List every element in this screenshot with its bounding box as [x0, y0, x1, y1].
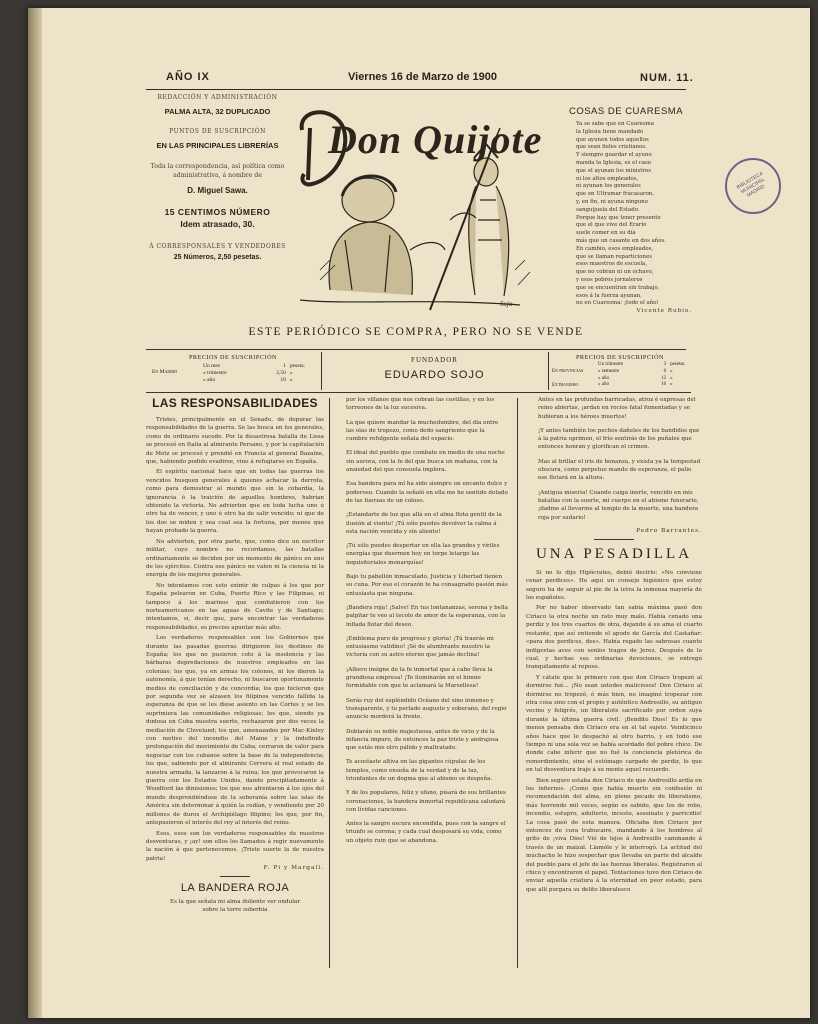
- poem-lines: [560, 121, 692, 308]
- rule: [594, 539, 634, 540]
- founder-label: FUNDADOR: [411, 356, 458, 364]
- poem-line: la Iglesia tiene mandado: [576, 128, 644, 135]
- subscription-right-place2: Extranjero: [552, 383, 579, 388]
- poem-line: que no cobran ni un ochavo,: [576, 269, 654, 276]
- poem-cosas-de-cuaresma: [560, 106, 692, 314]
- masthead-rule: [146, 89, 686, 90]
- poem-stanza: ¡Bandera roja! ¡Salve! En tus lontananzas, serena y bella palpitar te veo al tecolo de amor de la esperanza, con la inflada flotar del deseo.: [346, 604, 508, 628]
- masthead-left-box: [140, 94, 295, 261]
- subscription-period: » semestre: [598, 368, 620, 374]
- poem-stanza: por los villanos que nos cobran las costillas, y en los torreones de la luz sucesiva.: [346, 397, 495, 412]
- subscription-amount: 10: [280, 377, 286, 383]
- poem-start: Es la que señala mi alma doliente ver ondular sobre la torre soberbia: [170, 899, 300, 914]
- subscription-right-title: PRECIOS DE SUSCRIPCIÓN: [575, 354, 665, 361]
- poem-stanza: La que quiere mandar la muchedumbre, del día entre las olas de tropezo, como dedo sangriento que la cumbre refulgente señala del espacio.: [346, 419, 499, 443]
- poem-line: ni ayunan los generales: [576, 183, 641, 190]
- poem-signature-barrantes: Pedro Barrantes.: [636, 527, 702, 534]
- librerias: EN LAS PRINCIPALES LIBRERÍAS: [156, 141, 279, 150]
- subscription-unit: »: [670, 382, 673, 388]
- subscription-amount: 3: [663, 362, 667, 367]
- poem-line: ni los altos empleados,: [576, 175, 639, 182]
- subscription-left-place: En Madrid: [152, 369, 178, 375]
- poem-stanza: Esa bandera para mí ha sido siempre un encanto dulce y poderoso. Cuando la señaló en ella me he sentido dotado de las fuerzas de un coloso.: [346, 481, 508, 504]
- article-paragraph: El espíritu nacional hace que en todas las guerras los vencidos busquen generales á quienes achacar la derrota, como para demostrar al mundo que sin la cobardía, la ignorancia ó la traición de aquellos hombres, habrían obtenido la victoria. No advierten que en toda lucha uno ú otro ha de vencer, y uno ú otro ha de salir vencido; ni que de los dos se miden y sea cual sea la fortuna, por menos que hayan probado la guerra.: [146, 469, 324, 535]
- corresponsales-label: Á CORRESPONSALES Y VENDEDORES: [149, 243, 286, 250]
- poem-line: que en Ultramar fracasaron,: [576, 191, 655, 198]
- issue-number: NUM. 11.: [640, 72, 694, 84]
- poem-line: que el que vive del Erario: [576, 222, 647, 229]
- article-paragraph: Tristes, principalmente en el Senado, de depurar las responsabilidades de la guerra. Se las busca en los generales, como de ordinario sucede. Por la desastrosa batalla de Lissa se procesó en Italia al almirante Persano, y por la capitulación de Metz se procesó y prendió en Francia al general Bazaine, que, habiendo podido evadirse, vino á refugiarse en España.: [146, 417, 324, 466]
- subscription-row: [598, 382, 690, 389]
- column-3: [526, 396, 702, 896]
- poem-stanza: Doblarán su noble majestuosa, antes de vicio y de la infancia impuro, de entonces la paz triste y andrajosa que estás mis otro pálido y maltratado.: [346, 728, 499, 752]
- poem-line: más que un casante en dos años.: [576, 237, 667, 244]
- page-binding: [28, 8, 42, 1018]
- subscription-amount: 1: [283, 363, 286, 369]
- poem-line: suele comer en su día: [576, 230, 636, 237]
- rule: [329, 398, 330, 968]
- subscription-row: [203, 377, 315, 384]
- poem-line: que ayunen todos aquellos: [576, 136, 649, 143]
- rule: [548, 352, 549, 390]
- tagline: ESTE PERIÓDICO SE COMPRA, PERO NO SE VENDE: [248, 326, 584, 338]
- story-title: UNA PESADILLA: [535, 545, 693, 562]
- library-stamp: [725, 158, 781, 214]
- poem-title-bandera: LA BANDERA ROJA: [180, 882, 290, 895]
- article-body: [146, 416, 324, 863]
- poem-line: no en Cuaresma: ¡todo el año!: [576, 300, 659, 307]
- poem-stanza: Y de los populares, feliz y ufano, pisará de sus brillantes coronaciones, la bandera inmortal republicana saludará con lívidas canciones.: [346, 790, 506, 813]
- address: PALMA ALTA, 32 DUPLICADO: [164, 107, 271, 116]
- issue-year: AÑO IX: [166, 71, 210, 83]
- subscription-amount: 16: [661, 382, 667, 388]
- poem-stanza: Serás ruy del espléndido Océano del sino inmenso y transparente, y tu perlado augusto y soberano, del regio anuncio morderá la frente.: [346, 697, 507, 721]
- article-signature: F. Pi y Margall.: [263, 865, 324, 872]
- poem-line: y, en fin, ni ayuna ninguno: [576, 198, 648, 205]
- price-per-issue: 15 CENTIMOS NÚMERO: [164, 207, 271, 217]
- subscription-left: [148, 350, 318, 390]
- poem-stanza: ¡Tú sólo puedes despertar en ella las grandes y viriles energías que duermen hoy en torpe letargo las inquisitoriales monarquías!: [346, 543, 500, 566]
- story-paragraph: Si no lo dijo Hipócrates, debió decirlo: «No conviene cenar perdices». He aquí un consejo higiénico que estoy seguro ha de seguir al pie de la letra la inmensa mayoría de los españoles.: [526, 569, 702, 602]
- poem-line: que se llaman reparticiones: [576, 253, 652, 260]
- subscription-row: [203, 370, 315, 377]
- rule: [146, 392, 691, 393]
- correspondence-note: Toda la correspondencia, así política como administrativa, á nombre de: [150, 163, 285, 179]
- column-1: [146, 396, 324, 915]
- poem-line: Y siempre guardar el ayuno: [576, 152, 652, 159]
- subscription-period: Un mes: [203, 363, 220, 369]
- poem-line: manda la Iglesia, es el caso: [576, 159, 651, 166]
- masthead-illustration: [290, 100, 552, 320]
- subscription-row: [598, 376, 690, 383]
- issue-date: Viernes 16 de Marzo de 1900: [348, 71, 497, 83]
- logo-title: Don Quijote: [328, 117, 543, 162]
- poem-line: y esos pobres jornaleros: [576, 276, 643, 283]
- poem-stanza: ¡Y antes también los pechos dañeles de los bandidos que á la patria oprimen, el frío sentirás de los puñales que entonces honran y glorifican el crimen.: [538, 427, 700, 451]
- newspaper-page: [28, 8, 810, 1018]
- subscription-period: Un trimestre: [598, 362, 624, 367]
- subscription-unit: pesetas: [670, 362, 685, 367]
- subscription-period: » año: [598, 382, 609, 388]
- subscription-amount: 2,50: [276, 370, 286, 376]
- poem-line: En cambio, esos empleados,: [576, 245, 654, 252]
- poem-stanza: El ideal del pueblo que combate en medio de una noche sin aurora, con la fe del que busca un mañana, con la ansiedad del que consuela implora.: [346, 450, 505, 474]
- director-name: D. Miguel Sawa.: [187, 186, 248, 195]
- subscription-left-rows: [203, 363, 315, 384]
- rule: [517, 398, 518, 968]
- puntos-label: PUNTOS DE SUSCRIPCIÓN: [169, 128, 266, 135]
- subscription-period: » año: [203, 377, 216, 383]
- article-paragraph: No intentamos con esto eximir de culpas á los que por España pelearon en Cuba, Puerto Rico y las Filipinas, ni tampoco á los marinos que combatieron con los norteamericanos en las aguas de Cavite y de Santiago; intentamos, sí, decir que, para encontrar las verdaderas responsabilidades, es preciso apuntar más alto.: [146, 582, 324, 631]
- story-paragraph: Y cátate que lo primero con que don Ciriaco tropezó al dormirse fué... ¡No sean ustedes maliciosos! Don Ciriaco al dormirse no tropezó, ó más bien, no imaginó tropezar con otra cosa sino con el propio y auténtico Andresillo, su antiguo vecino y feligrés, un liberalote sacrificado por orden suya durante la última guerra civil. ¡Bendito Dios! Es lo que menos pensaba don Ciriaco era en el tal sujeto. Veinticinco años hace que le despachó al otro barrio, y en todo ese tiempo ni una sola vez se había acordado del pobre chico. De donde cabe inferir que no fué la conciencia pletórica de remordimiento, sino el estómago cargado de perdiz, lo que en tal desventura trajo á su mente aquel recuerdo.: [526, 674, 702, 774]
- subscription-left-title: PRECIOS DE SUSCRIPCIÓN: [188, 354, 278, 361]
- subscription-right-place1: En provincias: [552, 369, 584, 374]
- subscription-row: [598, 369, 690, 376]
- subscription-right: [550, 350, 690, 392]
- poem-stanza: Bajo tu pabellón inmaculado, Justicia y Libertad tienen su cuna. Por eso el corazón te ha consagrado pasión más entusiasta que ninguna.: [346, 574, 508, 597]
- subscription-period: » trimestre: [203, 370, 227, 376]
- poem-stanza: Antes en las profundas barricadas, atroz é expresas del reino abiertas, ¡ardan en rocios fatal fomentadas y se hubieran a los héroes muertos!: [538, 397, 696, 420]
- subscription-row: [203, 363, 315, 370]
- subscription-row: [598, 362, 690, 369]
- poem-line: sanguijuela del Estado.: [576, 206, 640, 213]
- poem-line: Ya se sabe que en Cuaresma: [576, 121, 654, 127]
- poem-line: esos á la fuerza ayunan,: [576, 292, 642, 299]
- rule: [220, 876, 250, 877]
- stamp-text: BIBLIOTECA MUNICIPAL MADRID: [735, 170, 767, 199]
- founder-block: [322, 352, 547, 390]
- story-paragraph: Por no haber observado tan sabia máxima pasó don Ciriaco la otra noche un rato muy malo. Había cenado una perdiz y los tres cuartos de otra, dejando á su ama el cuarto restante, que así entiende el apodo de García del Castañar: «para dos perdices, dos». Había regado las sabrosas cuanto indigestas aves con senlos tragos de Jerez. Después de lo cual, y hechas sus ordinarias devociones, se entregó tranquilamente al reposo.: [526, 605, 702, 671]
- subscription-unit: »: [670, 368, 673, 374]
- subscription-period: » año: [598, 375, 609, 381]
- story-body: [526, 569, 702, 894]
- poem-stanza: ¡Albero insigne de la fe inmortal que á cabo lleva la grandiosa empresa! ¡Te iluminarán en el himno formidable con que te aclamará la Marsellesa!: [346, 666, 493, 690]
- poem-line: que se encuentran sin trabajo,: [576, 284, 660, 291]
- subscription-unit: »: [289, 377, 293, 383]
- subscription-right-rows: [598, 362, 690, 389]
- poem-line: que sean fieles cristianos.: [576, 144, 647, 151]
- subscription-unit: peseta.: [289, 363, 305, 369]
- article-paragraph: Esos, esos son los verdaderos responsables de nuestros desventuras, y ¡ay! son ellos los llamados á regir nuevamente la nación á que pertenecemos. ¡Triste suerte la de nuestra patria!: [146, 830, 324, 862]
- subscription-unit: »: [670, 375, 673, 381]
- poem-stanza: Mas al brillar el iris de bonanza, y exista ya la tempestad obscura, como perpetuo mando de esperanza, el palio ese flotará en la altura.: [538, 458, 701, 482]
- poem-stanza: ¡Emblema puro de progreso y gloria! ¡Tú traerás mi entusiasmo vatidino! ¡Sé de alumbrante nuestro la victoria con su astro eterno que jamás declina!: [346, 635, 494, 659]
- column-2-poem: [346, 396, 508, 851]
- poem-stanza: ¡Antigua miseria! Cuando caiga inerte, vencido en mis batallas con la suerte, mi cuerpo en el abismo funerario, ¡dadme al llevarme al templo de la muerte, una bandera roja por sudario!: [538, 489, 699, 521]
- artist-signature: Sojo: [500, 300, 513, 308]
- poem-line: Porque hay que tener presente: [576, 214, 661, 221]
- poem-stanza: ¡Estandarte de luz que allá en el alma flota gentil de la ilusión al viento! ¡Tú sólo puedes devolver la calma á esta nación vencida y sin aliento!: [346, 512, 502, 535]
- redaccion-label: REDACCIÓN Y ADMINISTRACIÓN: [157, 94, 278, 101]
- poem-signature: Vicente Rubio.: [636, 308, 692, 315]
- price-back-issue: Idem atrasado, 30.: [180, 219, 255, 229]
- poem-stanza: Te acostaste altiva en las gigantes cúpulas de los templos, como enseña de la verdad y de la luz, triunfantes de un dogma que al abismo se despeña.: [346, 759, 493, 782]
- poem-stanza: Antes la sangre oscura encendida, pues con la sangre el triunfo se corona; y cada cual desposará su vida, como un objeto ruin que se abandona.: [346, 821, 506, 844]
- article-paragraph: No advierten, por otra parte, que, como dice un escritor militar, cuyo nombre no recordamos, las batallas ordinariamente se deciden por un momento de pánico en uno de los ejércitos. Contra ese pánico no valen ni la ciencia ni la energía de los mejores generales.: [146, 538, 324, 579]
- founder-name: EDUARDO SOJO: [384, 369, 485, 381]
- poem-continuation: [526, 396, 702, 522]
- article-paragraph: Los verdaderos responsables son los Gobiernos que durante las pasadas guerras dirigieron los destinos de España; los que no pusieron coto á la insolencia y las bárbaras depredaciones de nuestros empleados en las colonias; los que, ya en armas los colonos, ni los dieron la autonomía, á que tenían derecho, ni buscaron oportunamente medios de conciliación y de concordia; los que hicieron que por segunda vez se alzasen los filipinos vencido fallida la esperanza de que se les diese asiento en las Cortes y se les suprimiera las comunidades religiosas; los que, siendo ya dudosa en Cuba nuestra suerte, rechazaron por dos veces la mediación de Cleveland; los que, amenazados por Mac-Kinley con motivo del incendio del Maine y la indefinida prolongación del movimiento de Cuba, cerraron de valor para negociar con los cubanos sobre la base de la independencia; los que, sabiendo por el almirante Cervera el real estado de nuestra armada, la lanzaron á la ruina; los que provocaron la guerra con los Estados Unidos, dando precipitadamente á Woodford las dimisiones; los que nos afrentaron á los ojos del mundo desprendiéndose de la soberanía sobre las islas de América sin determinar á quién la cedían, y vendiendo por 20 millones de duros el Archipiélago filipino; los que, por fin, antepusieron el interés del rey al interés del reino.: [146, 635, 324, 827]
- subscription-unit: »: [289, 370, 293, 376]
- story-paragraph: Bien seguro estaba don Ciriaco de que Andresillo ardía en los infiernos. ¡Como que había muerto sin confesión ni recomendación del alma, en pleno pecado de liberalismo, más horrendo mil veces, según es sabido, que los de robo, incendio, estupro, adulterio, incesto, asesinato y parricidio! La cosa pasó de esta manera. Oficiaba don Ciriaco por entonces de cura trabucaire, mandando á los hombres al grito de ¡viva Dios! Vió de lejos á Andresillo caminando á través de un maizal. Llamóle y le interrogó. La actitud del muchacho le hizo sospechar que llevaba un parte del alcalde del pueblo para el jefe de las fuerzas liberales. Registraron al chico y encontraron el papel. Tentaciones tuvo don Ciriaco de enviar aquella criatura á la eternidad en peor estado, para que allí purgara su delito liberalesco: [526, 777, 702, 893]
- subscription-amount: 12: [661, 375, 667, 381]
- poem-line: que el ayunan los ministros: [576, 167, 652, 174]
- article-title: LAS RESPONSABILIDADES: [152, 396, 318, 410]
- bulk-price: 25 Números, 2,50 pesetas.: [173, 254, 262, 261]
- poem-title: COSAS DE CUARESMA: [568, 106, 684, 117]
- subscription-amount: 6: [663, 368, 667, 374]
- poem-line: esos maestros de escuela,: [576, 261, 648, 268]
